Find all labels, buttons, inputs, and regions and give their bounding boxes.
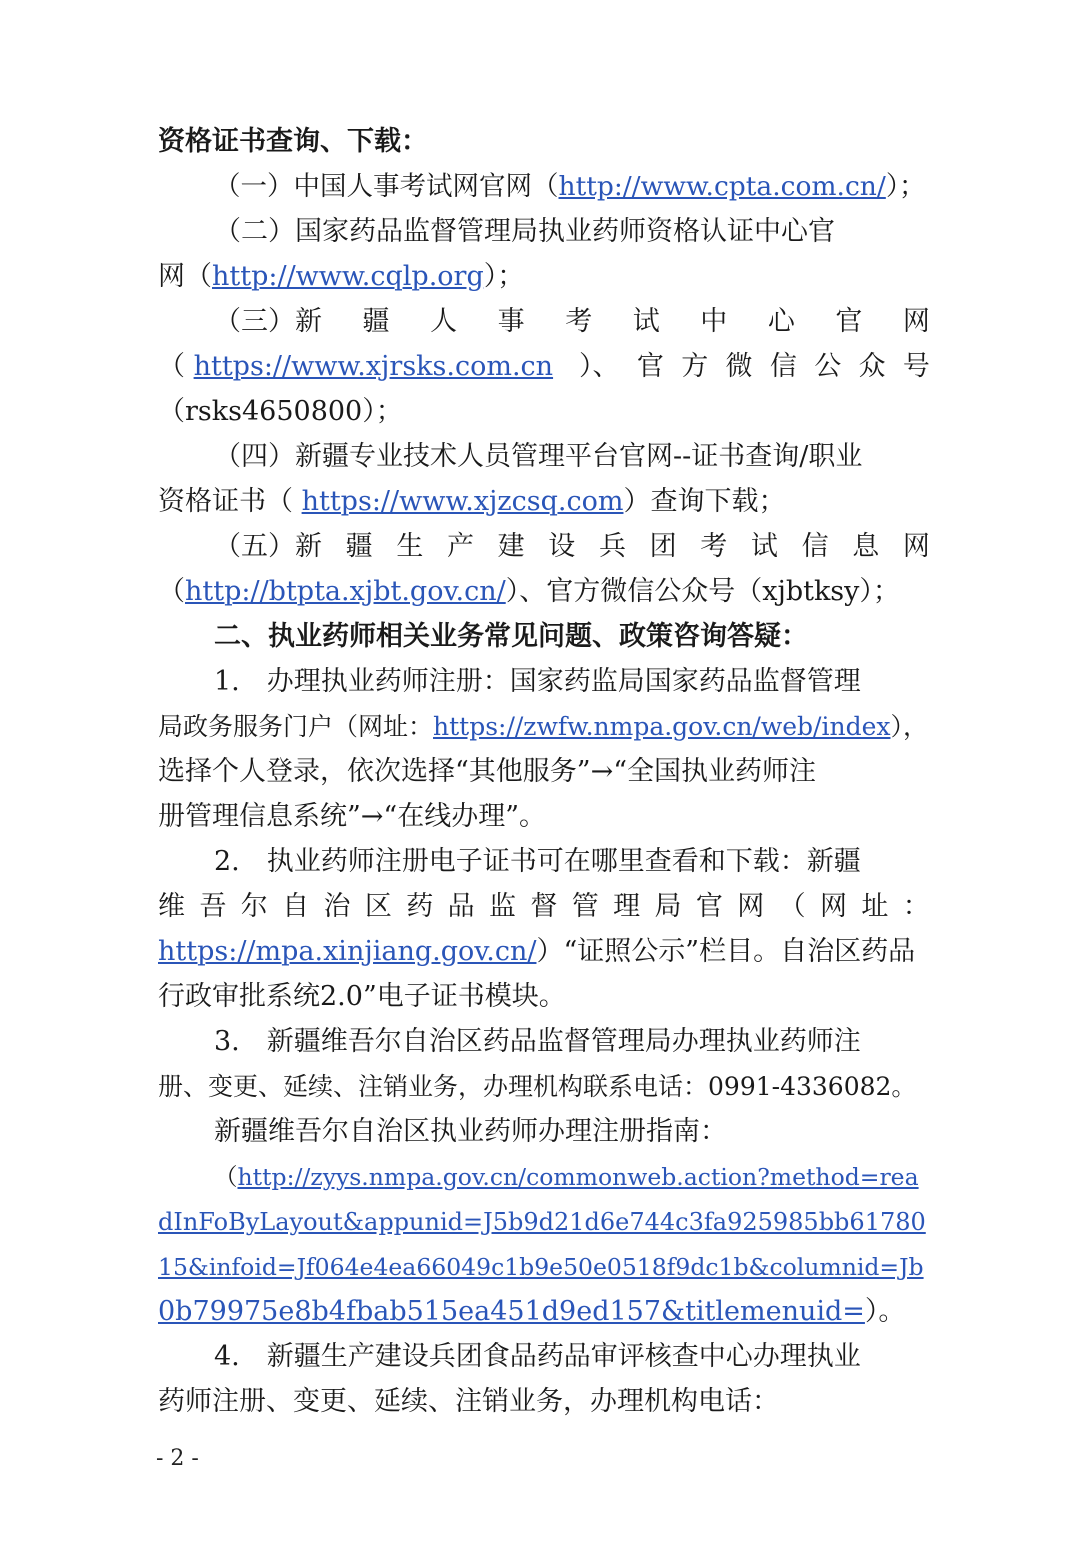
q3-line-1: 3. 新疆维吾尔自治区药品监督管理局办理执业药师注 (214, 1026, 861, 1057)
q1-line-1: 1. 办理执业药师注册：国家药监局国家药品监督管理 (214, 666, 861, 697)
link-zwfw[interactable]: https://zwfw.nmpa.gov.cn/web/index (433, 712, 891, 741)
item-3-line-2: （ https://www.xjrsks.com.cn ）、 官 方 微 信 公 众 号 (158, 351, 930, 382)
heading: 资格证书查询、下载： (158, 126, 428, 157)
link-cpta[interactable]: http://www.cpta.com.cn/ (558, 171, 886, 202)
q2-line-3: https://mpa.xinjiang.gov.cn/）“证照公示”栏目。自治区药品 (158, 936, 916, 967)
item-3-line-3: （rsks4650800）； (158, 396, 403, 427)
item-1: （一）中国人事考试网官网（http://www.cpta.com.cn/）； (214, 171, 926, 202)
q2-line-4: 行政审批系统2.0”电子证书模块。 (158, 981, 566, 1012)
q1-line-4: 册管理信息系统”→“在线办理”。 (158, 801, 547, 832)
q3-guide: 新疆维吾尔自治区执业药师办理注册指南： (214, 1116, 727, 1147)
item-2-line-2: 网（http://www.cqlp.org）； (158, 261, 525, 292)
q3-url-line-4: 0b79975e8b4fbab515ea451d9ed157&titlemenuid=）。 (158, 1296, 906, 1327)
item-2-line-1: （二）国家药品监督管理局执业药师资格认证中心官 (214, 216, 835, 247)
q1-line-2: 局政务服务门户（网址：https://zwfw.nmpa.gov.cn/web/index）， (158, 712, 928, 741)
page-number: - 2 - (156, 1446, 199, 1471)
section-2-heading: 二、执业药师相关业务常见问题、政策咨询答疑： (214, 621, 808, 652)
q2-line-2: 维 吾 尔 自 治 区 药 品 监 督 管 理 局 官 网 （ 网 址 ： (158, 891, 930, 922)
link-zyys-part-1[interactable]: http://zyys.nmpa.gov.cn/commonweb.action?method=rea (237, 1163, 919, 1191)
q1-line-3: 选择个人登录，依次选择“其他服务”→“全国执业药师注 (158, 756, 817, 787)
link-btpta[interactable]: http://btpta.xjbt.gov.cn/ (185, 576, 506, 607)
q3-url-line-2 (158, 1202, 930, 1242)
item-5-line-1: （五）新 疆 生 产 建 设 兵 团 考 试 信 息 网 (214, 531, 930, 562)
item-3-line-1: （三）新 疆 人 事 考 试 中 心 官 网 (214, 306, 930, 337)
link-xjrsks[interactable]: https://www.xjrsks.com.cn (193, 351, 554, 382)
q2-line-1: 2. 执业药师注册电子证书可在哪里查看和下载：新疆 (214, 846, 861, 877)
q3-line-2: 册、变更、延续、注销业务，办理机构联系电话：0991-4336082。 (158, 1072, 917, 1101)
link-zyys-part-2[interactable]: dInFoByLayout&appunid=J5b9d21d6e744c3fa925985bb61780 (158, 1208, 926, 1236)
item-5-line-2: （http://btpta.xjbt.gov.cn/）、官方微信公众号（xjbtksy）； (158, 576, 900, 607)
link-zyys-part-4[interactable]: 0b79975e8b4fbab515ea451d9ed157&titlemenuid= (158, 1296, 865, 1327)
item-4-line-2: 资格证书（ https://www.xjzcsq.com）查询下载； (158, 486, 786, 517)
link-mpa-xinjiang[interactable]: https://mpa.xinjiang.gov.cn/ (158, 936, 537, 967)
link-xjzcsq[interactable]: https://www.xjzcsq.com (301, 486, 624, 517)
link-cqlp[interactable]: http://www.cqlp.org (212, 261, 484, 292)
q3-url-line-3 (158, 1247, 930, 1287)
q4-line-2: 药师注册、变更、延续、注销业务，办理机构电话： (158, 1386, 779, 1417)
q3-url-line-1: （http://zyys.nmpa.gov.cn/commonweb.action?method=rea (214, 1163, 919, 1191)
q4-line-1: 4. 新疆生产建设兵团食品药品审评核查中心办理执业 (214, 1341, 861, 1372)
item-4-line-1: （四）新疆专业技术人员管理平台官网--证书查询/职业 (214, 441, 863, 472)
link-zyys-part-3[interactable]: 15&infoid=Jf064e4ea66049c1b9e50e0518f9dc1b&columnid=Jb (158, 1253, 924, 1281)
